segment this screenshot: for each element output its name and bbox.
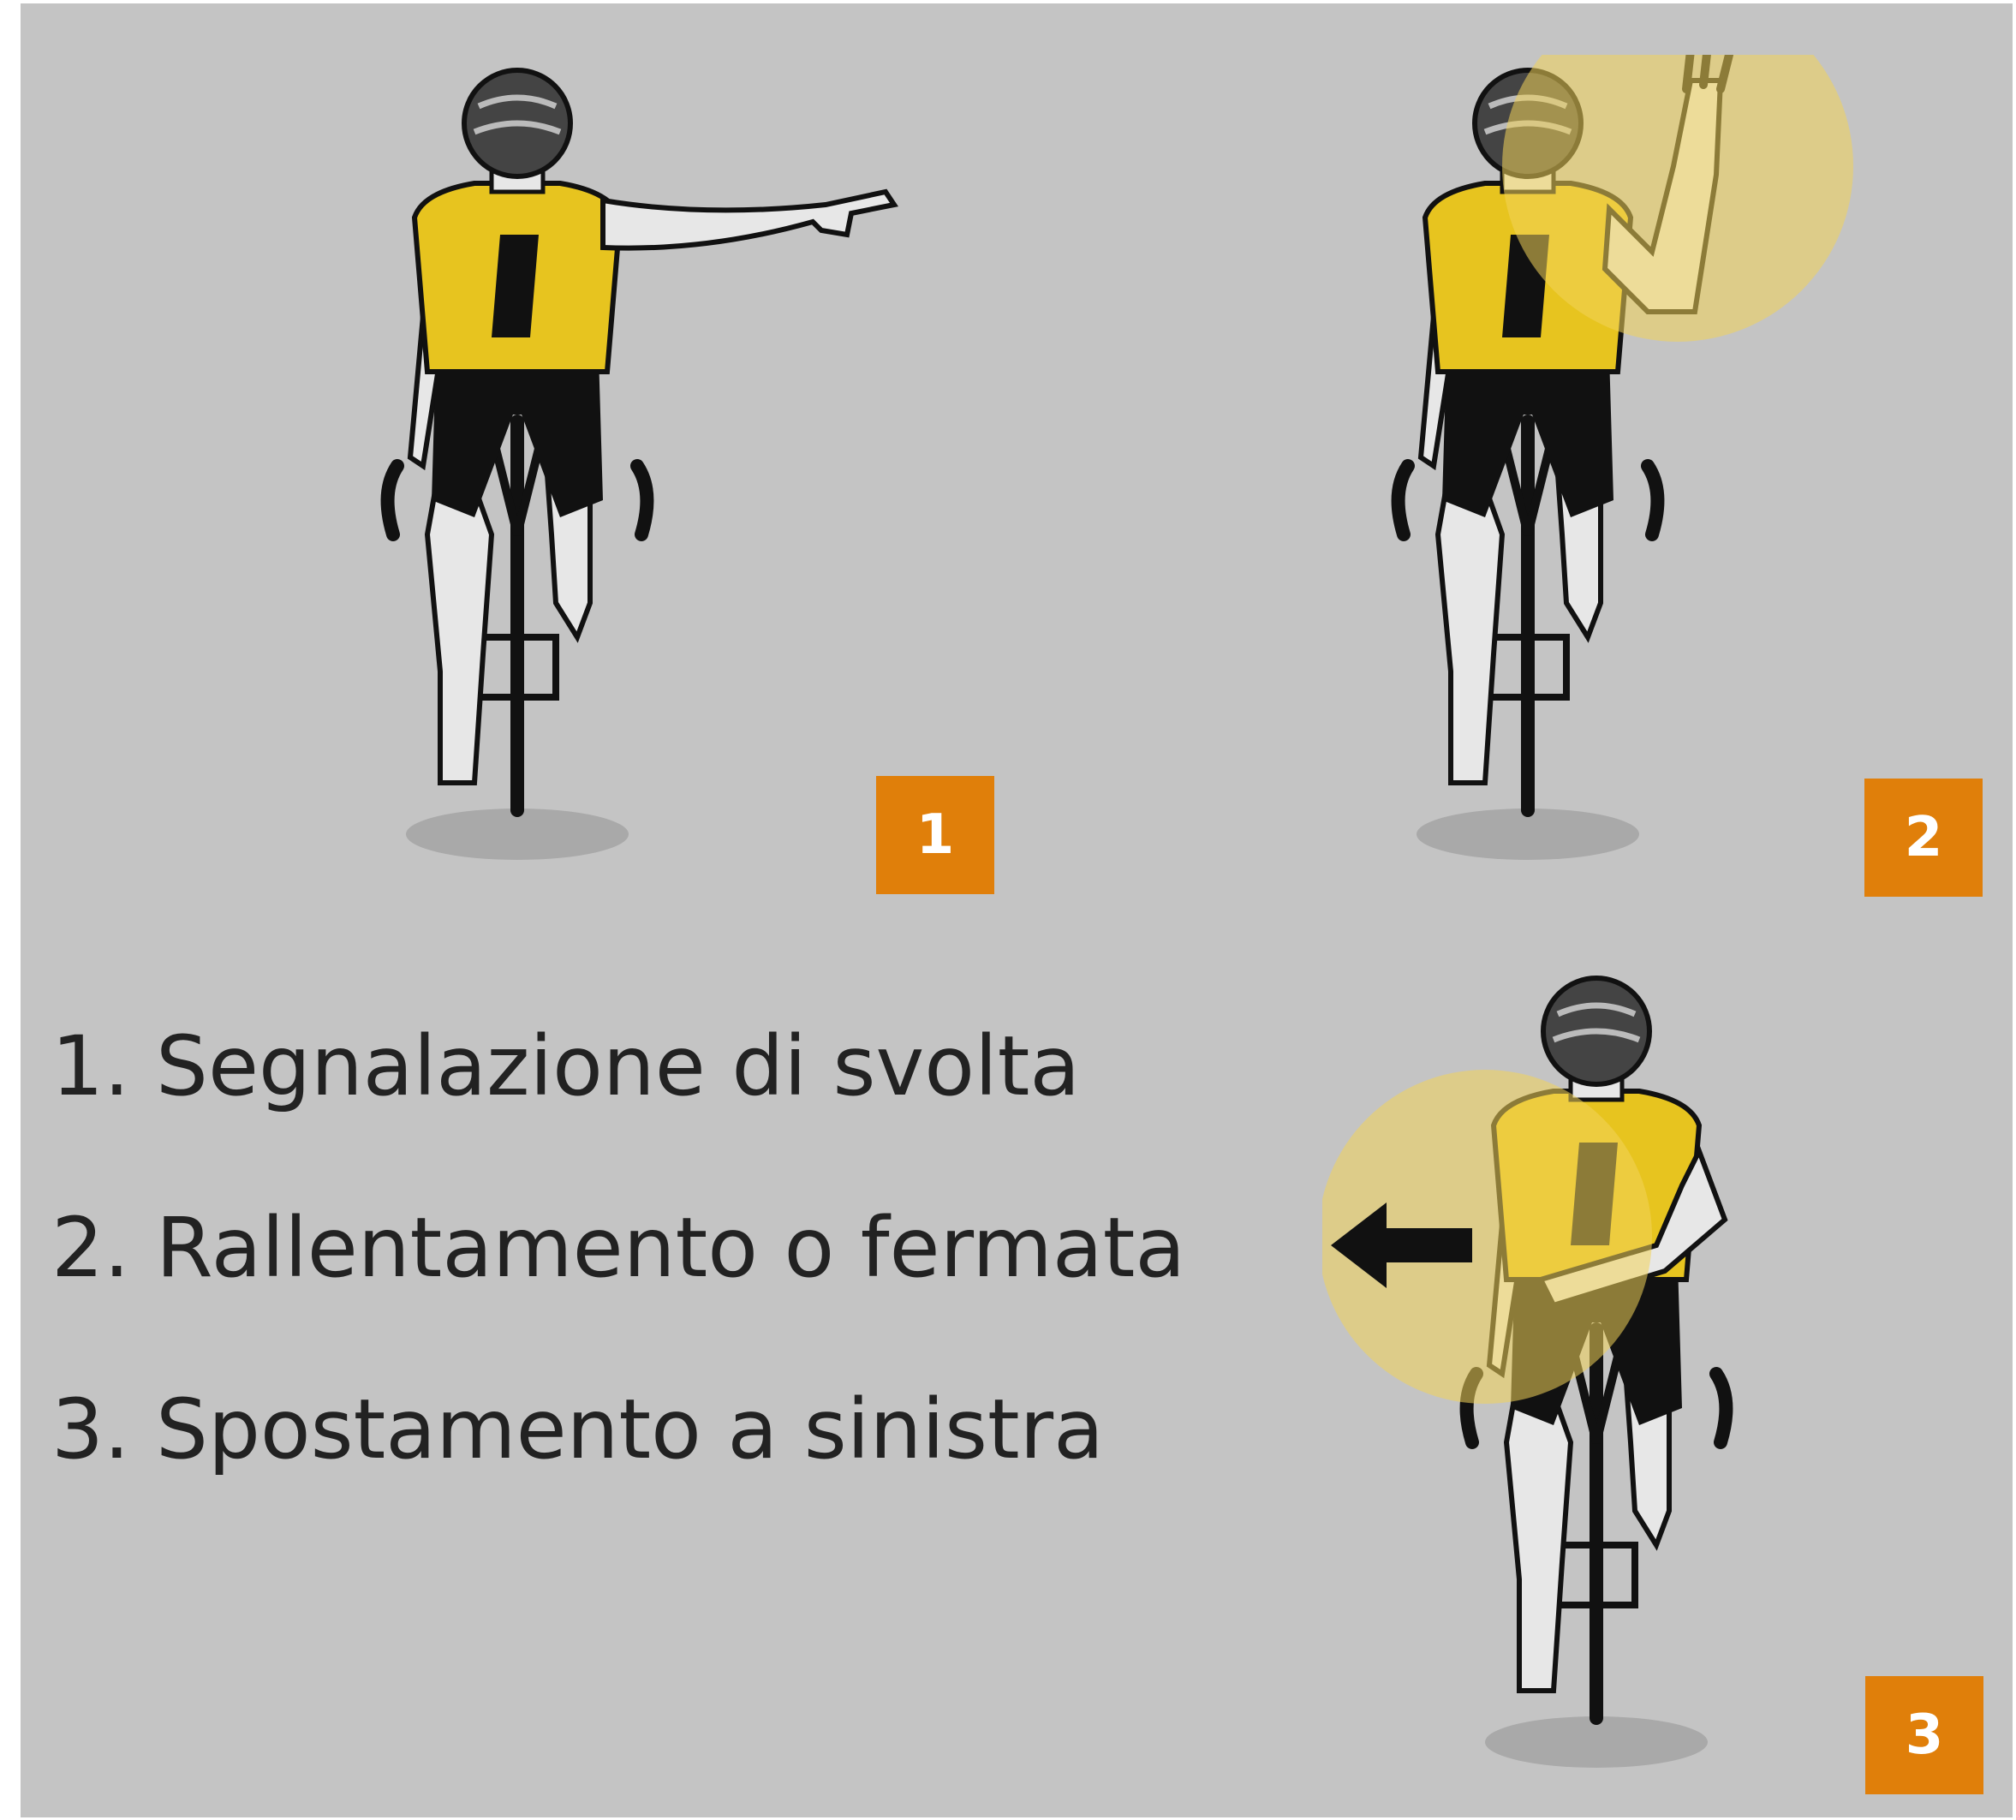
legend-number: 1. — [51, 1018, 130, 1114]
legend-text: Segnalazione di svolta — [156, 1018, 1081, 1114]
badge-3: 3 — [1865, 1676, 1983, 1794]
legend-item — [51, 1381, 1185, 1563]
legend-text: Rallentamento o fermata — [156, 1200, 1186, 1296]
badge-1: 1 — [876, 776, 994, 894]
stop-signal-illustration — [1357, 55, 1956, 877]
legend-number: 2. — [51, 1200, 130, 1296]
cyclist-figure-1 — [346, 55, 945, 877]
illustration-panel — [21, 3, 2013, 1817]
legend-text: Spostamento a sinistra — [156, 1381, 1104, 1477]
move-left-signal-illustration — [1322, 963, 1956, 1802]
legend-number: 3. — [51, 1381, 130, 1477]
legend-item — [51, 1018, 1185, 1200]
legend-list — [51, 1018, 1185, 1563]
cyclist-figure-2 — [1357, 55, 1956, 877]
legend-item — [51, 1200, 1185, 1381]
badge-2: 2 — [1864, 779, 1983, 897]
cyclist-figure-3 — [1322, 963, 1956, 1802]
turn-signal-illustration — [346, 55, 945, 877]
